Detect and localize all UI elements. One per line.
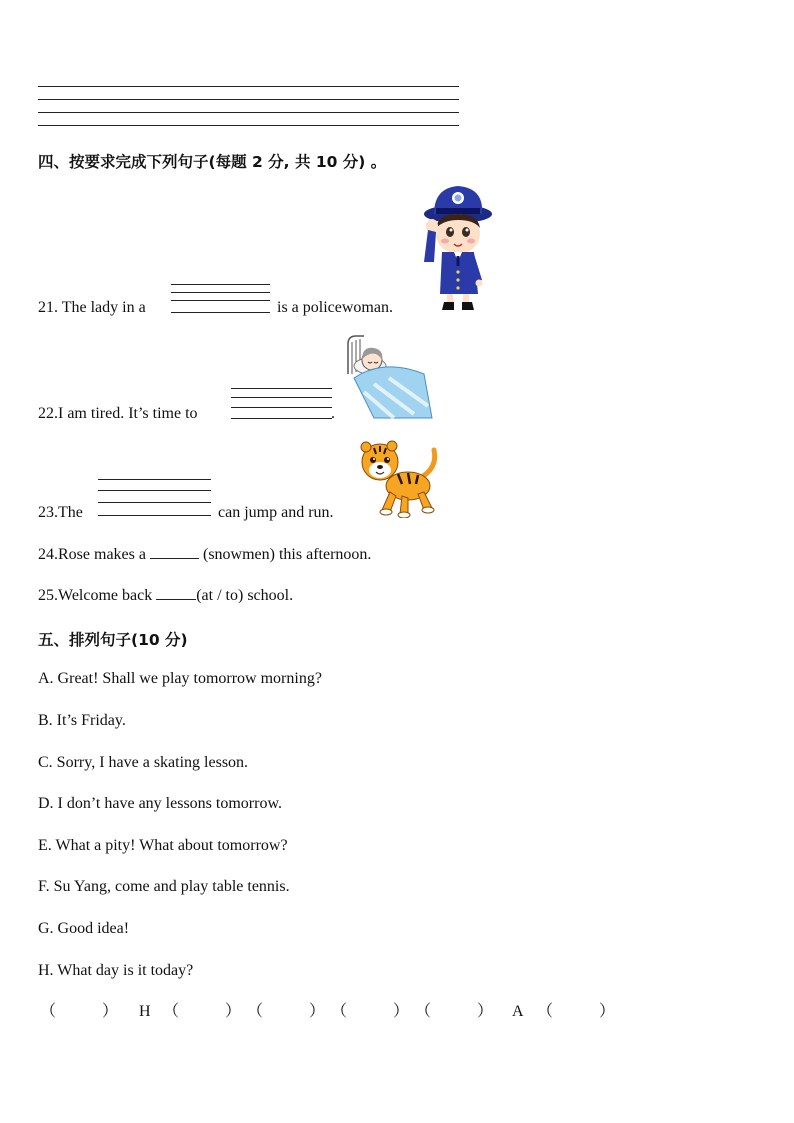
question-24-prefix: 24.Rose makes a xyxy=(38,546,146,563)
tiger-picture xyxy=(358,438,442,518)
writing-line xyxy=(38,99,459,100)
question-22-suffix: . xyxy=(331,405,335,422)
sentence-e: E. What a pity! What about tomorrow? xyxy=(38,837,288,854)
question-25-blank[interactable] xyxy=(156,599,196,600)
given-answer-a: A xyxy=(512,1003,524,1020)
question-23-prefix: 23.The xyxy=(38,504,83,521)
sentence-b: B. It’s Friday. xyxy=(38,712,126,729)
answer-slot-8[interactable]: （ ） xyxy=(537,1003,616,1020)
sentence-f: F. Su Yang, come and play table tennis. xyxy=(38,878,290,895)
sleeping-in-bed-picture xyxy=(344,334,434,420)
answer-slot-5[interactable]: （ ） xyxy=(331,1003,410,1020)
sentence-g: G. Good idea! xyxy=(38,920,130,937)
sentence-h: H. What day is it today? xyxy=(38,962,194,979)
question-21-prefix: 21. The lady in a xyxy=(38,299,146,316)
question-24-blank[interactable] xyxy=(150,558,199,559)
sentence-d: D. I don’t have any lessons tomorrow. xyxy=(38,795,282,812)
question-24 xyxy=(38,546,371,564)
question-25-suffix: (at / to) school. xyxy=(196,587,294,604)
question-25 xyxy=(38,587,293,605)
answer-slot-6[interactable]: （ ） xyxy=(415,1003,494,1020)
writing-line xyxy=(38,125,459,126)
writing-line xyxy=(38,86,459,87)
answer-slot-1[interactable] xyxy=(40,1003,118,1021)
question-25-prefix: 25.Welcome back xyxy=(38,587,153,604)
question-23-suffix: can jump and run. xyxy=(218,504,334,521)
sentence-a: A. Great! Shall we play tomorrow morning? xyxy=(38,670,322,687)
question-24-suffix: (snowmen) this afternoon. xyxy=(202,546,372,563)
policewoman-picture xyxy=(418,184,492,314)
writing-line xyxy=(38,112,459,113)
open-paren: （ xyxy=(40,1003,57,1020)
section-5-heading: 五、排列句子(10 分) xyxy=(38,631,188,649)
answer-slot-4[interactable]: （ ） xyxy=(247,1003,326,1020)
section-4-heading: 四、按要求完成下列句子(每题 2 分, 共 10 分) 。 xyxy=(38,153,387,171)
given-answer-h: H xyxy=(139,1003,151,1020)
sentence-c: C. Sorry, I have a skating lesson. xyxy=(38,754,249,771)
answer-slot-3[interactable]: （ ） xyxy=(163,1003,242,1020)
question-22-prefix: 22.I am tired. It’s time to xyxy=(38,405,198,422)
question-21-suffix: is a policewoman. xyxy=(277,299,393,316)
close-paren: ） xyxy=(102,1003,119,1020)
